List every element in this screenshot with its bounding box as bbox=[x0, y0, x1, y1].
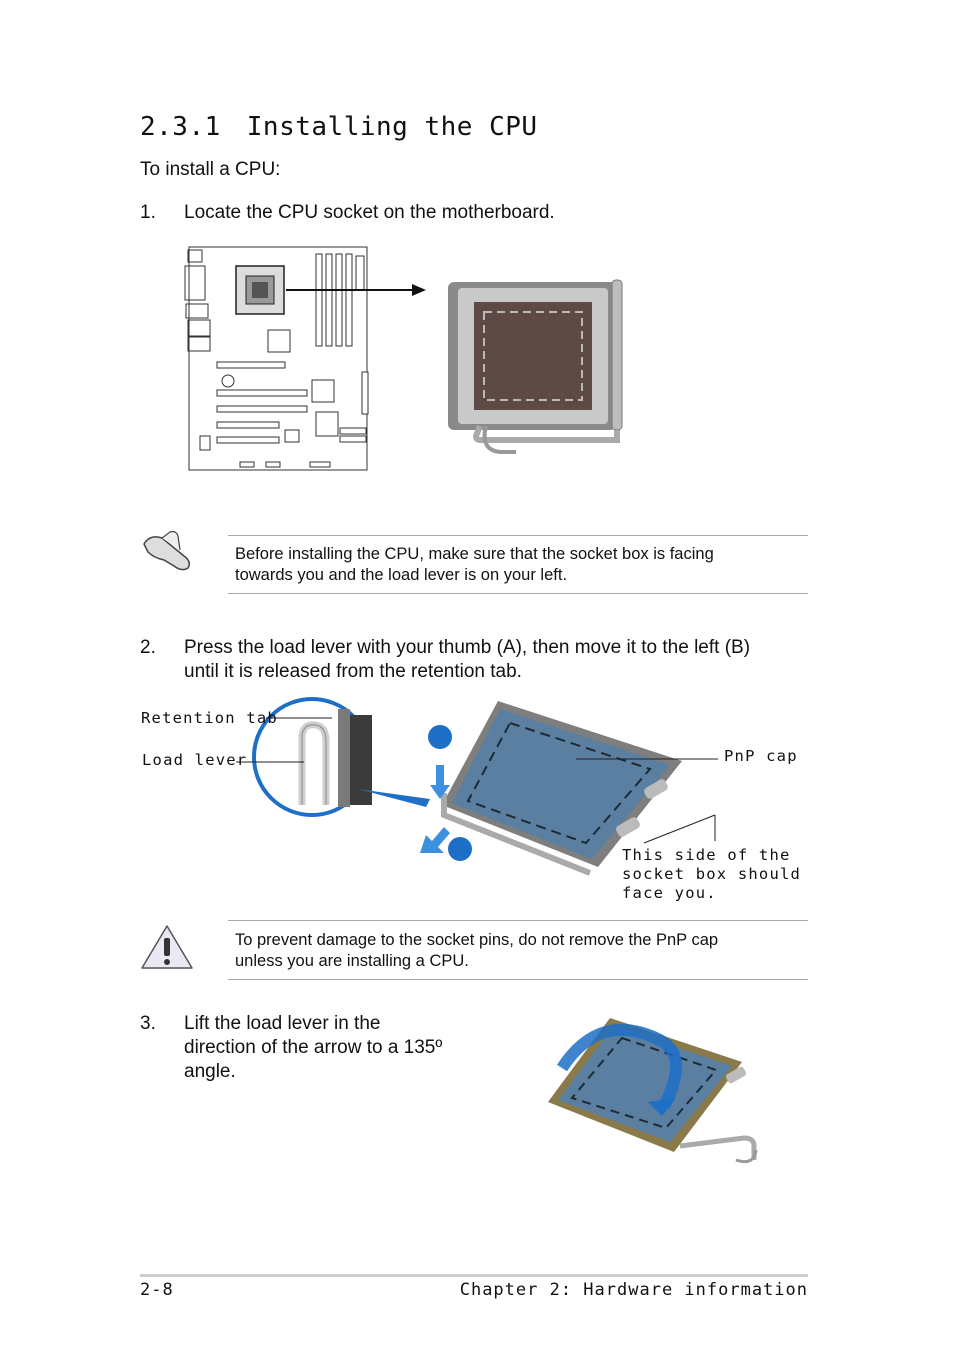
label-side-line-3: face you. bbox=[622, 884, 717, 902]
section-heading bbox=[140, 112, 538, 142]
section-number: 2.3.1 bbox=[140, 112, 221, 142]
intro-text: To install a CPU: bbox=[140, 159, 281, 180]
motherboard-layout-diagram bbox=[185, 247, 368, 470]
note-bottom-rule bbox=[228, 593, 808, 594]
section-title: Installing the CPU bbox=[246, 112, 538, 142]
footer-rule bbox=[140, 1274, 808, 1277]
label-pnp-cap: PnP cap bbox=[724, 747, 798, 765]
label-load-lever: Load lever bbox=[142, 751, 248, 769]
label-side-line-1: This side of the bbox=[622, 846, 791, 864]
label-side-line-2: socket box should bbox=[622, 865, 802, 883]
warning-bottom-rule bbox=[228, 979, 808, 980]
warning-triangle-icon bbox=[138, 922, 196, 972]
figure-motherboard-socket bbox=[180, 240, 650, 480]
warning-top-rule bbox=[228, 920, 808, 921]
marker-a-icon bbox=[428, 725, 452, 749]
cpu-socket-illustration bbox=[448, 280, 622, 452]
figure-lift-lever bbox=[540, 1010, 770, 1170]
move-left-arrow-icon bbox=[420, 827, 450, 853]
note-line-1: Before installing the CPU, make sure that the socket box is facing bbox=[235, 545, 714, 563]
warning-line-1: To prevent damage to the socket pins, do not remove the PnP cap bbox=[235, 931, 719, 949]
note-hand-icon bbox=[140, 528, 196, 574]
step-3-text-line-2: direction of the arrow to a 135º bbox=[184, 1037, 443, 1058]
warning-line-2: unless you are installing a CPU. bbox=[235, 952, 469, 970]
note-top-rule bbox=[228, 535, 808, 536]
step-3-number: 3. bbox=[140, 1013, 156, 1034]
step-3-text-line-1: Lift the load lever in the bbox=[184, 1013, 381, 1034]
footer-page-number: 2-8 bbox=[140, 1280, 174, 1300]
marker-b-icon bbox=[448, 837, 472, 861]
lever-closeup-magnifier bbox=[254, 699, 430, 815]
step-1-text: Locate the CPU socket on the motherboard. bbox=[184, 202, 555, 223]
step-2-number: 2. bbox=[140, 637, 156, 658]
step-1-number: 1. bbox=[140, 202, 156, 223]
step-2-text-line-2: until it is released from the retention tab. bbox=[184, 661, 522, 682]
step-2-text-line-1: Press the load lever with your thumb (A), then move it to the left (B) bbox=[184, 637, 751, 658]
label-retention-tab: Retention tab bbox=[141, 709, 278, 727]
step-3-text-line-3: angle. bbox=[184, 1061, 236, 1082]
note-line-2: towards you and the load lever is on your left. bbox=[235, 566, 568, 584]
footer-chapter-title: Chapter 2: Hardware information bbox=[459, 1280, 808, 1300]
